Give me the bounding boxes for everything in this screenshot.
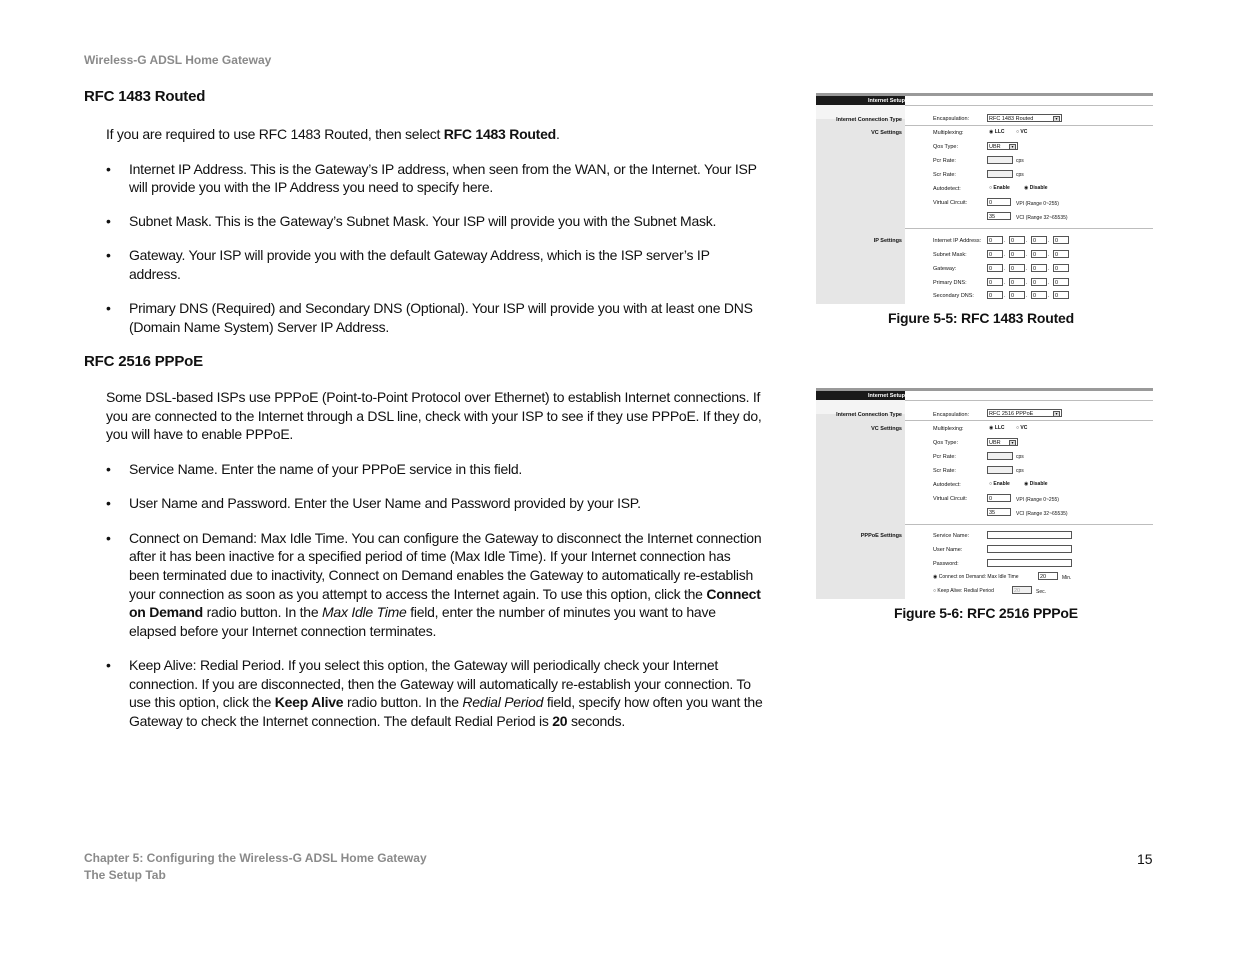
ip-octet-value: 0 xyxy=(1011,238,1015,244)
bold-term: Keep Alive xyxy=(274,694,344,711)
ip-octet-value: 0 xyxy=(1055,280,1059,286)
footer-section: The Setup Tab xyxy=(84,867,166,882)
figure-left-panel xyxy=(816,96,905,304)
label-service-name: Service Name: xyxy=(933,533,970,539)
bullet-text: Service Name. Enter the name of your PPPoE service in this field. xyxy=(129,460,523,477)
ip-octet-value: 0 xyxy=(989,252,993,258)
ip-dot-separator: . xyxy=(1026,266,1028,272)
list-item xyxy=(84,529,764,641)
vpi-input[interactable] xyxy=(987,494,1011,502)
label-internet-connection-type: Internet Connection Type xyxy=(836,117,902,123)
ip-octet-input[interactable] xyxy=(1053,250,1069,258)
radio-connect-on-demand[interactable]: ◉ Connect on Demand: Max Idle Time xyxy=(933,574,1019,580)
label-scr-rate: Scr Rate: xyxy=(933,172,956,178)
figure-caption-1: Figure 5-5: RFC 1483 Routed xyxy=(888,310,1074,326)
ip-octet-input[interactable] xyxy=(987,291,1006,299)
list-item xyxy=(84,656,764,730)
radio-autodetect-enable[interactable]: ○ Enable xyxy=(989,481,1010,487)
bullet-dot: • xyxy=(106,160,111,177)
figure-divider xyxy=(905,400,1153,401)
page-number: 15 xyxy=(1137,851,1153,867)
bullet-text: Primary DNS (Required) and Secondary DNS (Optional). Your ISP will provide you with at least one DNS (Domain Name System) Server IP Address. xyxy=(129,300,753,335)
label-vc-settings: VC Settings xyxy=(871,426,902,432)
radio-vc[interactable]: ○ VC xyxy=(1016,425,1028,431)
label-pppoe-settings: PPPoE Settings xyxy=(860,533,902,539)
password-input[interactable] xyxy=(987,559,1072,567)
radio-autodetect-disable[interactable]: ◉ Disable xyxy=(1024,185,1048,191)
bullet-text: User Name and Password. Enter the User Name and Password provided by your ISP. xyxy=(129,495,641,512)
radio-vc[interactable]: ○ VC xyxy=(1016,129,1028,135)
ip-dot-separator: . xyxy=(1026,252,1028,258)
ip-octet-value: 0 xyxy=(1011,280,1015,286)
label-internet-ip-address: Internet IP Address: xyxy=(933,238,982,244)
max-idle-time-input[interactable] xyxy=(1038,572,1058,580)
ip-octet-input[interactable] xyxy=(1031,291,1050,299)
qos-select[interactable] xyxy=(987,438,1018,446)
pcr-rate-input[interactable] xyxy=(987,452,1013,460)
ip-octet-input[interactable] xyxy=(1009,250,1028,258)
bullet-text: field, specify how often you want the Gateway to check the Internet connection. The default Redial Period is xyxy=(129,694,763,730)
radio-llc[interactable]: ◉ LLC xyxy=(989,425,1005,431)
connect-on-demand-label: Connect on Demand: Max Idle Time xyxy=(938,574,1019,580)
encapsulation-value: RFC 2516 PPPoE xyxy=(989,411,1034,417)
label-encapsulation: Encapsulation: xyxy=(933,412,970,418)
encapsulation-select[interactable] xyxy=(987,409,1062,417)
rfc1483-intro xyxy=(106,125,764,144)
ip-octet-value: 0 xyxy=(1011,252,1015,258)
ip-octet-value: 0 xyxy=(1055,252,1059,258)
ip-dot-separator: . xyxy=(1004,238,1006,244)
ip-octet-input[interactable] xyxy=(1009,264,1028,272)
bullet-dot: • xyxy=(106,529,111,546)
ip-dot-separator: . xyxy=(1004,293,1006,299)
bullet-text: Connect on Demand: Max Idle Time. You can configure the Gateway to disconnect the Internet connection after it has been inactive for a specified period of time (Max Idle Time). If your Internet connection has been terminated due to inactivity, Connect on Demand enables the Gateway to automatically re-establish your connection as soon as you attempt to access the Internet again. To use this option, click the xyxy=(129,529,762,602)
ip-octet-input[interactable] xyxy=(987,264,1006,272)
bullet-dot: • xyxy=(106,300,111,317)
scr-unit: cps xyxy=(1016,468,1024,474)
ip-octet-input[interactable] xyxy=(987,250,1006,258)
ip-octet-value: 0 xyxy=(1033,280,1037,286)
label-ip-settings: IP Settings xyxy=(873,238,902,244)
figure-left-panel xyxy=(816,391,905,599)
ip-octet-value: 0 xyxy=(989,280,993,286)
footer-chapter: Chapter 5: Configuring the Wireless-G ADSL Home Gateway xyxy=(84,851,427,865)
vpi-value: 0 xyxy=(989,200,993,206)
tab-internet-setup: Internet Setup xyxy=(868,98,905,104)
scr-rate-input[interactable] xyxy=(987,170,1013,178)
bullet-dot: • xyxy=(106,495,111,512)
vpi-input[interactable] xyxy=(987,198,1011,206)
chevron-down-icon: ▾ xyxy=(1009,440,1016,446)
max-idle-time-value: 20 xyxy=(1040,574,1047,580)
figure-divider xyxy=(905,524,1153,525)
ip-octet-value: 0 xyxy=(1033,266,1037,272)
label-encapsulation: Encapsulation: xyxy=(933,116,970,122)
ip-octet-value: 0 xyxy=(1011,266,1015,272)
ip-octet-value: 0 xyxy=(1033,293,1037,299)
bullet-text: seconds. xyxy=(567,713,626,730)
pcr-unit: cps xyxy=(1016,158,1024,164)
qos-value: UBR xyxy=(989,440,1001,446)
ip-octet-input[interactable] xyxy=(987,278,1006,286)
figure-caption-2: Figure 5-6: RFC 2516 PPPoE xyxy=(894,605,1078,621)
ip-dot-separator: . xyxy=(1004,266,1006,272)
label-vc-settings: VC Settings xyxy=(871,130,902,136)
ip-octet-value: 0 xyxy=(989,266,993,272)
ip-octet-input[interactable] xyxy=(1031,236,1050,244)
bullet-dot: • xyxy=(106,657,111,674)
bullet-dot: • xyxy=(106,247,111,264)
label-pcr-rate: Pcr Rate: xyxy=(933,158,956,164)
radio-disable-label: Disable xyxy=(1029,481,1048,487)
ip-octet-value: 0 xyxy=(1055,293,1059,299)
label-autodetect: Autodetect: xyxy=(933,482,961,488)
bullet-dot: • xyxy=(106,213,111,230)
ip-dot-separator: . xyxy=(1004,280,1006,286)
label-scr-rate: Scr Rate: xyxy=(933,468,956,474)
chevron-down-icon: ▾ xyxy=(1009,144,1016,150)
figure-divider xyxy=(905,228,1153,229)
radio-keep-alive[interactable]: ○ Keep Alive: Redial Period xyxy=(933,588,994,594)
ip-octet-value: 0 xyxy=(989,238,993,244)
pcr-rate-input[interactable] xyxy=(987,156,1013,164)
vci-input[interactable] xyxy=(987,508,1011,516)
italic-term: Redial Period xyxy=(462,694,544,711)
radio-llc-label: LLC xyxy=(994,425,1005,431)
figure-divider xyxy=(905,125,1153,126)
ip-octet-value: 0 xyxy=(1033,238,1037,244)
ip-dot-separator: . xyxy=(1048,252,1050,258)
ip-octet-input[interactable] xyxy=(1053,278,1069,286)
list-item xyxy=(84,246,764,283)
ip-octet-input[interactable] xyxy=(987,236,1006,244)
list-item xyxy=(84,494,764,513)
ip-octet-value: 0 xyxy=(1055,238,1059,244)
intro-text: If you are required to use RFC 1483 Routed, then select xyxy=(106,126,444,142)
label-secondary-dns: Secondary DNS: xyxy=(933,293,974,299)
max-idle-unit: Min. xyxy=(1062,575,1072,581)
ip-dot-separator: . xyxy=(1026,293,1028,299)
vpi-range: VPI (Range 0~255) xyxy=(1016,201,1059,207)
intro-bold: RFC 1483 Routed xyxy=(443,126,556,142)
radio-enable-label: Enable xyxy=(993,185,1010,191)
label-gateway: Gateway: xyxy=(933,266,957,272)
section-title-rfc2516: RFC 2516 PPPoE xyxy=(84,353,203,371)
list-item xyxy=(84,212,764,231)
qos-value: UBR xyxy=(989,144,1001,150)
ip-octet-input[interactable] xyxy=(1009,278,1028,286)
radio-autodetect-enable[interactable]: ○ Enable xyxy=(989,185,1010,191)
bold-term: 20 xyxy=(552,713,568,730)
ip-octet-input[interactable] xyxy=(1031,278,1050,286)
pcr-unit: cps xyxy=(1016,454,1024,460)
vci-value: 35 xyxy=(989,510,996,516)
figure-divider xyxy=(905,105,1153,106)
ip-dot-separator: . xyxy=(1026,238,1028,244)
rfc2516-bullets xyxy=(84,460,764,731)
intro-suffix: . xyxy=(555,126,560,142)
figure-rfc1483-screenshot xyxy=(816,93,1153,304)
label-password: Password: xyxy=(933,561,959,567)
vpi-value: 0 xyxy=(989,496,993,502)
main-column xyxy=(84,88,764,731)
redial-period-value: 20 xyxy=(1014,588,1021,594)
ip-octet-value: 0 xyxy=(1033,252,1037,258)
ip-dot-separator: . xyxy=(1026,280,1028,286)
ip-dot-separator: . xyxy=(1048,238,1050,244)
vci-range: VCI (Range 32~65535) xyxy=(1016,511,1068,517)
bullet-text: radio button. In the xyxy=(343,694,463,711)
label-internet-connection-type: Internet Connection Type xyxy=(836,412,902,418)
encapsulation-select[interactable] xyxy=(987,114,1062,122)
italic-term: Max Idle Time xyxy=(322,604,407,621)
chevron-down-icon: ▾ xyxy=(1053,116,1060,122)
label-virtual-circuit: Virtual Circuit: xyxy=(933,496,968,502)
ip-octet-input[interactable] xyxy=(1053,236,1069,244)
figure-divider xyxy=(905,420,1153,421)
ip-octet-input[interactable] xyxy=(1009,236,1028,244)
label-subnet-mask: Subnet Mask: xyxy=(933,252,967,258)
ip-dot-separator: . xyxy=(1048,293,1050,299)
label-multiplexing: Multiplexing: xyxy=(933,130,964,136)
vci-input[interactable] xyxy=(987,212,1011,220)
bullet-dot: • xyxy=(106,460,111,477)
service-name-input[interactable] xyxy=(987,531,1072,539)
qos-select[interactable] xyxy=(987,142,1018,150)
label-user-name: User Name: xyxy=(933,547,963,553)
radio-llc-label: LLC xyxy=(994,129,1005,135)
ip-octet-input[interactable] xyxy=(1009,291,1028,299)
tab-internet-setup: Internet Setup xyxy=(868,393,905,399)
section-title-rfc1483: RFC 1483 Routed xyxy=(84,88,206,105)
keep-alive-label: Keep Alive: Redial Period xyxy=(937,588,994,594)
ip-octet-value: 0 xyxy=(1011,293,1015,299)
ip-octet-input[interactable] xyxy=(1053,291,1069,299)
vci-value: 35 xyxy=(989,214,996,220)
ip-octet-input[interactable] xyxy=(1053,264,1069,272)
label-autodetect: Autodetect: xyxy=(933,186,961,192)
figure-rfc2516-screenshot xyxy=(816,388,1153,599)
ip-octet-value: 0 xyxy=(989,293,993,299)
running-head: Wireless-G ADSL Home Gateway xyxy=(84,53,272,67)
chevron-down-icon: ▾ xyxy=(1053,411,1060,417)
list-item xyxy=(84,299,764,336)
encapsulation-value: RFC 1483 Routed xyxy=(989,116,1034,122)
radio-vc-label: VC xyxy=(1020,425,1028,431)
bullet-text: Keep Alive: Redial Period. If you select this option, the Gateway will periodically check your Internet connection. If you are disconnected, then the Gateway will automatically re-establish your connection. To use this option, click the xyxy=(129,657,751,711)
label-qos-type: Qos Type: xyxy=(933,440,958,446)
label-qos-type: Qos Type: xyxy=(933,144,958,150)
footer xyxy=(84,850,427,883)
label-virtual-circuit: Virtual Circuit: xyxy=(933,200,968,206)
ip-octet-input[interactable] xyxy=(1031,250,1050,258)
radio-autodetect-disable[interactable]: ◉ Disable xyxy=(1024,481,1048,487)
scr-rate-input[interactable] xyxy=(987,466,1013,474)
radio-vc-label: VC xyxy=(1020,129,1028,135)
bullet-text: Internet IP Address. This is the Gateway’s IP address, when seen from the WAN, or the Internet. Your ISP will provide you with the IP Address you need to specify here. xyxy=(129,160,757,196)
label-multiplexing: Multiplexing: xyxy=(933,426,964,432)
label-primary-dns: Primary DNS: xyxy=(933,280,967,286)
label-pcr-rate: Pcr Rate: xyxy=(933,454,956,460)
bold-term: Connect on Demand xyxy=(129,585,761,621)
rfc2516-intro: Some DSL-based ISPs use PPPoE (Point-to-Point Protocol over Ethernet) to establish Internet connections. If you are connected to the Internet through a DSL line, check with your ISP to see if they use PPPoE. If they do, you will have to enable PPPoE. xyxy=(106,389,762,443)
list-item xyxy=(84,160,764,197)
ip-dot-separator: . xyxy=(1048,266,1050,272)
ip-dot-separator: . xyxy=(1048,280,1050,286)
redial-unit: Sec. xyxy=(1036,589,1047,595)
bullet-text: field, enter the number of minutes you want to have elapsed before your Internet connection terminates. xyxy=(129,604,716,639)
ip-octet-value: 0 xyxy=(1055,266,1059,272)
rfc1483-bullets xyxy=(84,160,764,337)
radio-enable-label: Enable xyxy=(993,481,1010,487)
ip-octet-input[interactable] xyxy=(1031,264,1050,272)
bullet-text: Gateway. Your ISP will provide you with the default Gateway Address, which is the ISP server’s IP address. xyxy=(129,247,710,282)
vci-range: VCI (Range 32~65535) xyxy=(1016,215,1068,221)
radio-disable-label: Disable xyxy=(1029,185,1048,191)
bullet-text: Subnet Mask. This is the Gateway’s Subnet Mask. Your ISP will provide you with the Subnet Mask. xyxy=(129,213,717,230)
scr-unit: cps xyxy=(1016,172,1024,178)
list-item xyxy=(84,460,764,479)
user-name-input[interactable] xyxy=(987,545,1072,553)
radio-llc[interactable]: ◉ LLC xyxy=(989,129,1005,135)
vpi-range: VPI (Range 0~255) xyxy=(1016,497,1059,503)
bullet-text: radio button. In the xyxy=(202,604,323,621)
ip-dot-separator: . xyxy=(1004,252,1006,258)
redial-period-input[interactable] xyxy=(1012,586,1032,594)
